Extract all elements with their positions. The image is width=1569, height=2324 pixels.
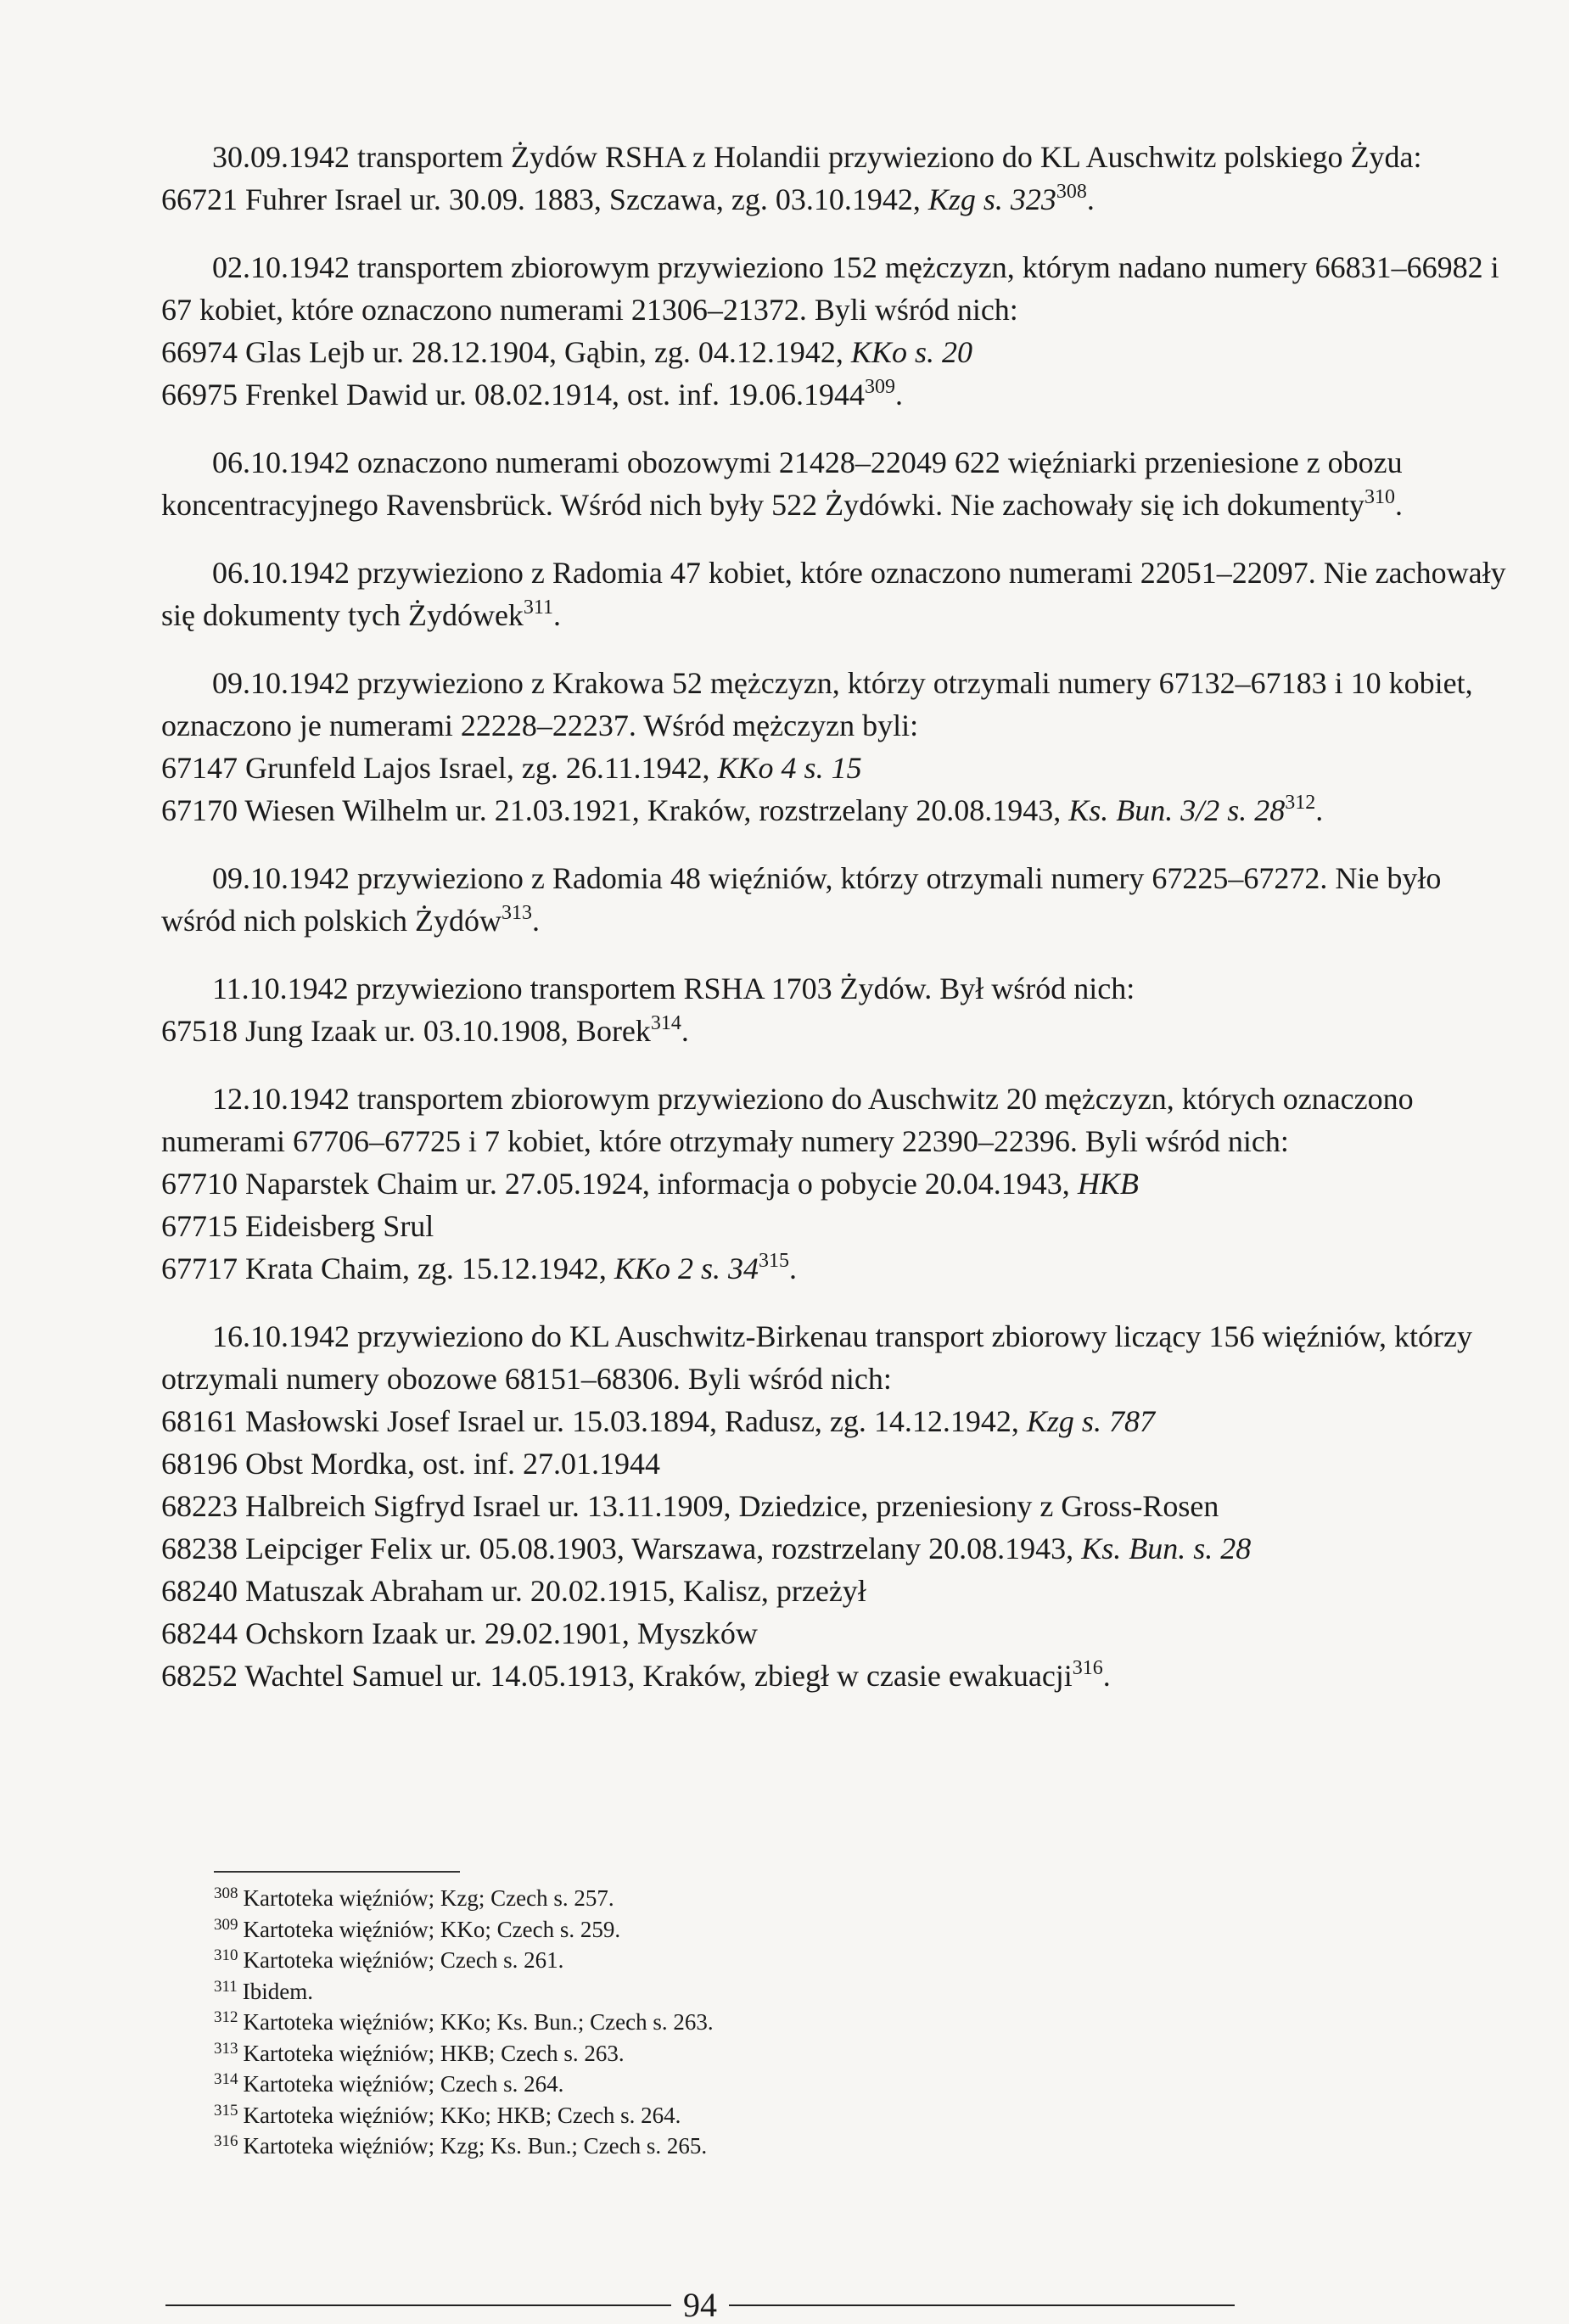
source-reference: Kzg s. 323 [927, 182, 1056, 216]
text-run: 66975 Frenkel Dawid ur. 08.02.1914, ost. inf. 19.06.1944 [161, 378, 865, 412]
paragraph-text [161, 662, 1515, 747]
footnote-ref: 316 [1072, 1657, 1103, 1679]
paragraph-text [161, 441, 1515, 526]
record-block [161, 552, 1515, 636]
footnote-text: Kartoteka więźniów; Czech s. 264. [243, 2071, 564, 2097]
prisoner-entry [161, 1485, 1515, 1527]
paragraph-text [161, 1078, 1515, 1162]
record-block [161, 441, 1515, 526]
footnote [214, 2100, 1317, 2131]
text-run: 68240 Matuszak Abraham ur. 20.02.1915, Kalisz, przeżył [161, 1574, 866, 1608]
prisoner-entry [161, 1205, 1515, 1247]
text-run: 66974 Glas Lejb ur. 28.12.1904, Gąbin, zg. 04.12.1942, [161, 335, 851, 369]
source-reference: Ks. Bun. 3/2 s. 28 [1068, 793, 1286, 827]
text-run: 67710 Naparstek Chaim ur. 27.05.1924, informacja o pobycie 20.04.1943, [161, 1167, 1078, 1201]
record-block [161, 1078, 1515, 1290]
paragraph-text [161, 857, 1515, 942]
text-run: . [1086, 182, 1095, 216]
footnote-number: 312 [214, 2008, 238, 2026]
text-run: . [1315, 793, 1324, 827]
text-run: . [788, 1252, 797, 1285]
text-run: . [531, 904, 540, 938]
source-reference: KKo 4 s. 15 [717, 751, 862, 785]
text-run: . [553, 598, 562, 632]
record-block [161, 136, 1515, 221]
page-body [161, 136, 1515, 1722]
text-run: 67717 Krata Chaim, zg. 15.12.1942, [161, 1252, 614, 1285]
footnote [214, 2131, 1317, 2162]
footnote-number: 315 [214, 2101, 238, 2120]
paragraph-text [161, 552, 1515, 636]
footnote-number: 311 [214, 1977, 238, 1996]
footnote-ref: 309 [864, 376, 895, 398]
footnote [214, 2038, 1317, 2069]
text-run: 67518 Jung Izaak ur. 03.10.1908, Borek [161, 1014, 651, 1048]
footnote-text: Kartoteka więźniów; HKB; Czech s. 263. [243, 2040, 625, 2066]
prisoner-entry [161, 747, 1515, 789]
footnote-text: Kartoteka więźniów; KKo; Czech s. 259. [243, 1916, 621, 1942]
footnote-text: Kartoteka więźniów; KKo; Ks. Bun.; Czech s. 263. [243, 2009, 714, 2035]
source-reference: Ks. Bun. s. 28 [1081, 1532, 1252, 1565]
text-run: 68244 Ochskorn Izaak ur. 29.02.1901, Myszków [161, 1616, 758, 1650]
text-run: . [681, 1014, 689, 1048]
footnote-ref: 311 [523, 596, 554, 619]
prisoner-entry [161, 1527, 1515, 1570]
text-run: 68223 Halbreich Sigfryd Israel ur. 13.11.1909, Dziedzice, przeniesiony z Gross-Rosen [161, 1489, 1219, 1523]
footnote-number: 314 [214, 2070, 238, 2088]
prisoner-entry [161, 789, 1515, 832]
text-run: . [1394, 488, 1403, 522]
text-run: 12.10.1942 transportem zbiorowym przywieziono do Auschwitz 20 mężczyzn, których oznaczono numerami 67706–67725 i 7 kobiet, które otrzymały numery 22390–22396. Byli wśród nich: [161, 1082, 1414, 1158]
paragraph-text [161, 246, 1515, 331]
text-run: 68196 Obst Mordka, ost. inf. 27.01.1944 [161, 1447, 660, 1481]
paragraph-text [161, 967, 1515, 1010]
footer-rule-left [165, 2304, 671, 2306]
footnote-number: 309 [214, 1915, 238, 1934]
source-reference: Kzg s. 787 [1026, 1404, 1155, 1438]
text-run: . [894, 378, 903, 412]
record-block [161, 1315, 1515, 1697]
footnote-ref: 308 [1056, 181, 1087, 203]
footnote-ref: 313 [501, 902, 532, 924]
text-run: 02.10.1942 transportem zbiorowym przywieziono 152 mężczyzn, którym nadano numery 66831–66982 i 67 kobiet, które oznaczono numerami 21306–21372. Byli wśród nich: [161, 250, 1499, 327]
prisoner-entry [161, 331, 1515, 373]
prisoner-entry [161, 373, 1515, 416]
footnote [214, 2007, 1317, 2038]
prisoner-entry [161, 1162, 1515, 1205]
prisoner-entry [161, 1400, 1515, 1442]
footnote-ref: 314 [650, 1012, 681, 1034]
footnote [214, 1976, 1317, 2008]
page-footer [165, 2287, 1235, 2324]
text-run: 67715 Eideisberg Srul [161, 1209, 434, 1243]
text-run: 68252 Wachtel Samuel ur. 14.05.1913, Kraków, zbiegł w czasie ewakuacji [161, 1659, 1073, 1693]
text-run: 66721 Fuhrer Israel ur. 30.09. 1883, Szczawa, zg. 03.10.1942, [161, 182, 928, 216]
footnote-text: Kartoteka więźniów; Kzg; Ks. Bun.; Czech s. 265. [243, 2133, 708, 2159]
footnote [214, 1945, 1317, 1976]
footnote-number: 310 [214, 1946, 238, 1964]
source-reference: KKo 2 s. 34 [614, 1252, 759, 1285]
text-run: . [1102, 1659, 1111, 1693]
text-run: 06.10.1942 oznaczono numerami obozowymi 21428–22049 622 więźniarki przeniesione z obozu koncentracyjnego Ravensbrück. Wśród nich były 522 Żydówki. Nie zachowały się ich dokumenty [161, 445, 1403, 522]
page-number: 94 [683, 2286, 717, 2324]
text-run: 67170 Wiesen Wilhelm ur. 21.03.1921, Kraków, rozstrzelany 20.08.1943, [161, 793, 1069, 827]
footer-rule-right [729, 2304, 1235, 2306]
footnote-text: Kartoteka więźniów; KKo; HKB; Czech s. 264. [243, 2102, 681, 2128]
footnote-text: Kartoteka więźniów; Czech s. 261. [243, 1947, 564, 1973]
footnote-number: 313 [214, 2039, 238, 2058]
text-run: 11.10.1942 przywieziono transportem RSHA 1703 Żydów. Był wśród nich: [212, 972, 1135, 1005]
record-block [161, 662, 1515, 832]
footnotes [214, 1871, 1317, 2162]
paragraph-text [161, 1315, 1515, 1400]
footnote-number: 316 [214, 2132, 238, 2150]
footnote [214, 1883, 1317, 1914]
record-block [161, 246, 1515, 416]
footnote-ref: 312 [1285, 792, 1316, 814]
footnote-list [214, 1883, 1317, 2162]
source-reference: HKB [1077, 1167, 1139, 1201]
footnote-text: Kartoteka więźniów; Kzg; Czech s. 257. [243, 1885, 614, 1911]
footnote-number: 308 [214, 1884, 238, 1902]
footnote-text: Ibidem. [242, 1978, 314, 2004]
prisoner-entry [161, 1247, 1515, 1290]
footnote-rule [214, 1871, 460, 1873]
paragraph-text [161, 136, 1515, 178]
text-run: 68238 Leipciger Felix ur. 05.08.1903, Warszawa, rozstrzelany 20.08.1943, [161, 1532, 1082, 1565]
record-block [161, 967, 1515, 1052]
text-run: 30.09.1942 transportem Żydów RSHA z Holandii przywieziono do KL Auschwitz polskiego Żyda: [212, 140, 1422, 174]
prisoner-entry [161, 1612, 1515, 1655]
prisoner-entry [161, 1655, 1515, 1697]
text-run: 09.10.1942 przywieziono z Krakowa 52 mężczyzn, którzy otrzymali numery 67132–67183 i 10 kobiet, oznaczono je numerami 22228–22237. Wśród mężczyzn byli: [161, 666, 1473, 742]
text-run: 68161 Masłowski Josef Israel ur. 15.03.1894, Radusz, zg. 14.12.1942, [161, 1404, 1027, 1438]
record-block [161, 857, 1515, 942]
text-run: 09.10.1942 przywieziono z Radomia 48 więźniów, którzy otrzymali numery 67225–67272. Nie było wśród nich polskich Żydów [161, 861, 1442, 938]
prisoner-entry [161, 1442, 1515, 1485]
text-run: 16.10.1942 przywieziono do KL Auschwitz-Birkenau transport zbiorowy liczący 156 więźniów, którzy otrzymali numery obozowe 68151–68306. Byli wśród nich: [161, 1319, 1472, 1396]
prisoner-entry [161, 178, 1515, 221]
footnote-ref: 310 [1364, 486, 1395, 508]
footnote-ref: 315 [758, 1250, 789, 1272]
prisoner-entry [161, 1010, 1515, 1052]
source-reference: KKo s. 20 [850, 335, 972, 369]
text-run: 06.10.1942 przywieziono z Radomia 47 kobiet, które oznaczono numerami 22051–22097. Nie zachowały się dokumenty tych Żydówek [161, 556, 1506, 632]
footnote [214, 1914, 1317, 1946]
footnote [214, 2069, 1317, 2100]
text-run: 67147 Grunfeld Lajos Israel, zg. 26.11.1942, [161, 751, 718, 785]
prisoner-entry [161, 1570, 1515, 1612]
